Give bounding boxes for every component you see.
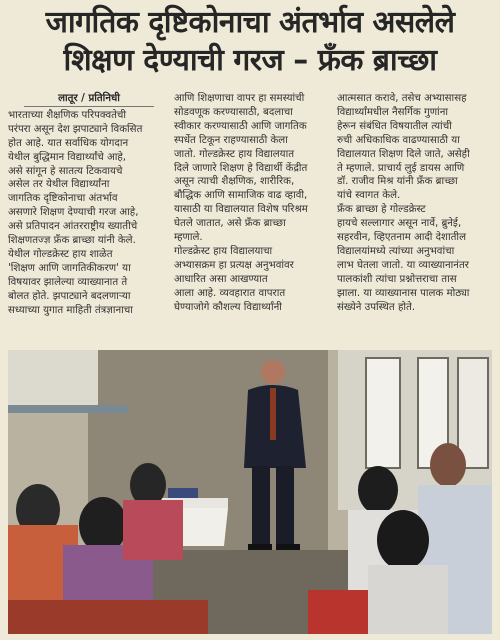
article-line: यांचे स्वागत केले. [337,190,401,202]
article-line: स्पर्धेत टिकून राहण्यासाठी केला [174,134,288,146]
article-line: आधारित असा आखण्यात [174,273,268,285]
dateline: लातूर / प्रतिनिधी [24,92,154,107]
article-line: संख्येने उपस्थित होते. [337,301,416,313]
article-line: घेण्याजोगे कौशल्य विद्यार्थ्यांनी [174,301,282,313]
article-line: होत आहे. यात सर्वाधिक योगदान [8,137,129,149]
column-3-lines [337,92,493,315]
article-line: म्हणाले. [174,232,203,244]
article-line: अभ्यासक्रम हा प्रत्यक्ष अनुभवांवर [174,259,294,271]
article-line: डॉ. राजीव मिश्र यांनी फ्रँक ब्राच्छा [337,176,458,188]
article-line: असणारे शिक्षण देण्याची गरज आहे, [8,207,139,219]
article-line: जागतिक दृष्टिकोनाचा अंतर्भाव [8,193,118,205]
lecture-photo-illustration [8,350,492,634]
article-line: लाभ घेतला जातो. या व्याख्यानानंतर [337,259,469,271]
article-line: फ्रँक ब्राच्छा हे गोल्डक्रेस्ट [337,204,426,216]
article-line: सोडवणूक करण्यासाठी, बदलाचा [174,106,293,118]
article-line: झाला. या व्याख्यानास पालक मोठ्या [337,287,470,299]
article-column-2 [174,92,332,315]
headline [6,4,494,80]
headline-line-2: शिक्षण देण्याची गरज – फ्रँक ब्राच्छा [63,43,437,78]
article-line: येथील गोल्डक्रेस्ट हाय शाळेत [8,248,113,260]
event-photo [8,350,492,634]
article-column-3 [337,92,493,315]
article-line: आला आहे. व्यवहारात वापरात [174,287,286,299]
article-line: घेतले जातात, असे फ्रँक ब्राच्छा [174,218,286,230]
headline-line-1: जागतिक दृष्टिकोनाचा अंतर्भाव असलेले [45,5,455,40]
article-line: भारताच्या शैक्षणिक परिपक्वतेची [8,109,127,121]
article-line: 'शिक्षण आणि जागतिकीकरण' या [8,262,131,274]
article-line: असे प्रतिपादन आंतरराष्ट्रीय ख्यातीचे [8,221,138,233]
article-line: आत्मसात करावे, तसेच अभ्यासासह [337,93,467,104]
article-line: विद्यालयांमध्ये त्यांच्या अनुभवांचा [337,245,455,257]
article-line: असेल तर येथील विद्यार्थ्यांना [8,179,110,191]
article-line: पालकांशी त्यांचा प्रश्नोत्तराचा तास [337,273,457,285]
column-1-lines [8,109,170,318]
article-line: बोलत होते. झपाट्याने बदलणाऱ्या [8,290,131,302]
article-line: जातो. गोल्डक्रेस्ट हाय विद्यालयात [174,148,295,160]
article-line: विद्यालयात शिक्षण दिले जाते, असेही [337,148,470,160]
article-line: यासाठी या विद्यालयात विशेष परिश्रम [174,204,308,216]
article-line: परंपरा असून देश झपाट्याने विकसित [8,123,143,135]
article-line: बौद्धिक आणि सामाजिक वाढ व्हावी, [174,190,308,202]
article-line: विषयावर झालेल्या व्याख्यानात ते [8,276,128,288]
article-line: विद्यार्थ्यांमधील नैसर्गिक गुणांना [337,106,448,118]
article-line: असे सांगून हे सातत्य टिकवायचे [8,165,123,177]
article-line: आणि शिक्षणाचा वापर हा समस्यांची [174,93,305,104]
article-line: ते म्हणाले. प्राचार्य लुई डायस आणि [337,162,465,174]
article-line: गोल्डक्रेस्ट हाय विद्यालयाचा [174,245,273,257]
article-line: स्वीकार करण्यासाठी आणि जागतिक [174,120,307,132]
article-line: सध्याच्या युगात माहिती तंत्रज्ञानाचा [8,304,133,316]
article-line: हेरून संबंधित विषयातील त्यांची [337,120,452,132]
column-2-lines [174,92,332,315]
article-line: असून त्याची शैक्षणिक, शारीरिक, [174,176,295,188]
article-line: हायचे सल्लागार असून नार्वे, ब्रुनेई, [337,218,462,230]
article-line: येथील बुद्धिमान विद्यार्थ्यांचे आहे, [8,151,127,163]
article-line: शिक्षणतज्ज्ञ फ्रँक ब्राच्छा यांनी केले. [8,235,136,247]
article-line: सहरवीन, व्हिएतनाम आदी देशातील [337,232,466,244]
article-line: दिले जाणारे शिक्षण हे विद्यार्थी केंद्रीत [174,162,308,174]
article-line: रुची अधिकाधिक वाढण्यासाठी या [337,134,460,146]
article-column-1 [8,92,170,318]
